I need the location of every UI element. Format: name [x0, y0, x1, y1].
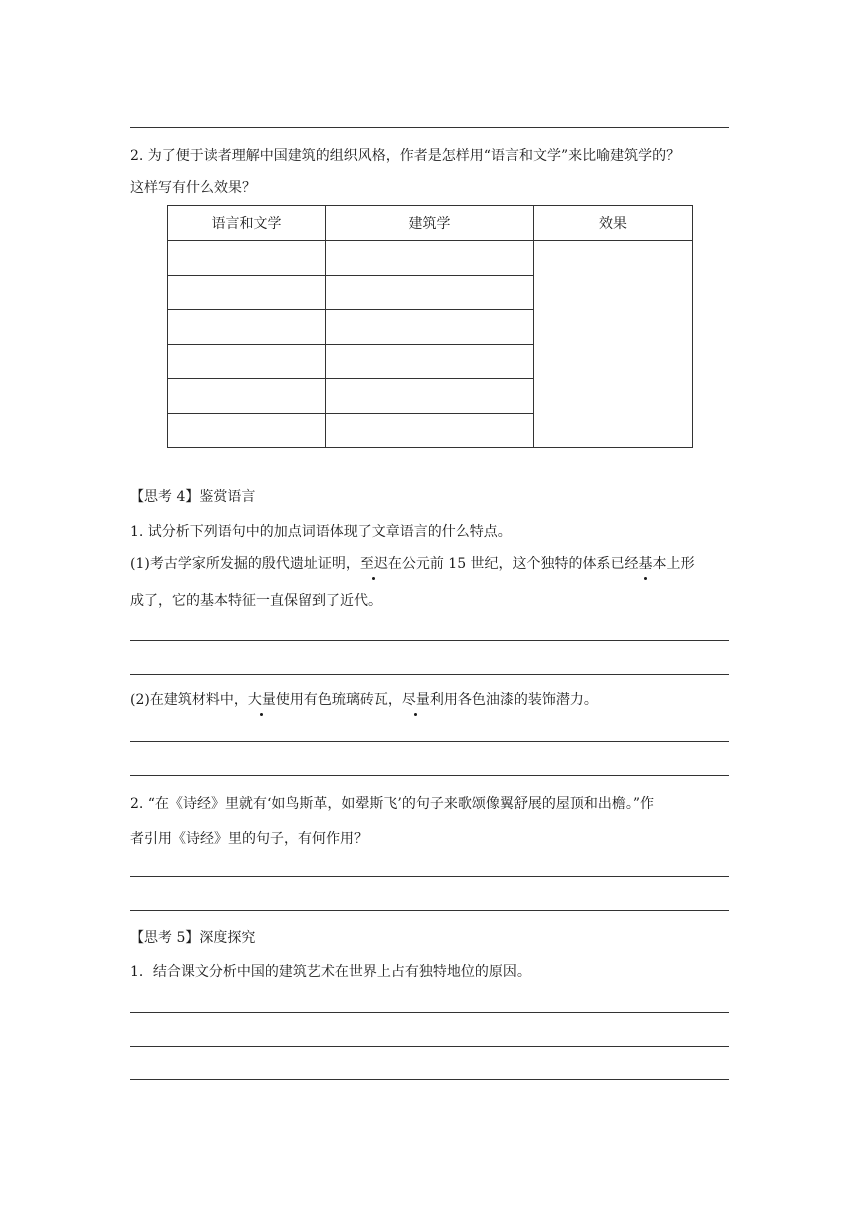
- comparison-table: [167, 205, 693, 448]
- answer-line[interactable]: [130, 775, 729, 776]
- table-cell-architecture[interactable]: [326, 344, 534, 379]
- answer-line[interactable]: [130, 674, 729, 675]
- answer-line[interactable]: [130, 741, 729, 742]
- section-4-question-2-line-2: 者引用《诗经》里的句子，有何作用？: [130, 831, 368, 847]
- answer-line[interactable]: [130, 1046, 729, 1047]
- table-header-row: [168, 206, 693, 241]
- section-4-sub-1-line-1: (1)考古学家所发掘的殷代遗址证明，至迟在公元前 15 世纪，这个独特的体系已经基本上形: [130, 556, 695, 572]
- table-cell-architecture[interactable]: [326, 275, 534, 310]
- table-cell-language[interactable]: [168, 379, 326, 414]
- question-2-line-1: 2. 为了便于读者理解中国建筑的组织风格，作者是怎样用“语言和文学”来比喻建筑学的？: [130, 148, 681, 164]
- table-cell-architecture[interactable]: [326, 310, 534, 345]
- table-row: [168, 241, 693, 276]
- answer-line[interactable]: [130, 1079, 729, 1080]
- table-cell-language[interactable]: [168, 310, 326, 345]
- section-4-sub-1-line-2: 成了，它的基本特征一直保留到了近代。: [130, 593, 382, 609]
- question-2-line-2: 这样写有什么效果？: [130, 180, 256, 196]
- table-cell-effect[interactable]: [534, 241, 693, 448]
- emphasis-word: 至迟: [359, 556, 388, 572]
- header-effect: 效果: [534, 206, 693, 241]
- answer-line[interactable]: [130, 876, 729, 877]
- answer-line[interactable]: [130, 910, 729, 911]
- emphasis-word: 已经基本上: [610, 556, 681, 572]
- table-cell-language[interactable]: [168, 241, 326, 276]
- section-4-sub-2: (2)在建筑材料中，大量使用有色琉璃砖瓦，尽量利用各色油漆的装饰潜力。: [130, 692, 598, 708]
- table-cell-architecture[interactable]: [326, 413, 534, 448]
- answer-line[interactable]: [130, 1012, 729, 1013]
- table-cell-architecture[interactable]: [326, 379, 534, 414]
- table-cell-language[interactable]: [168, 344, 326, 379]
- emphasis-word: 尽量: [401, 692, 430, 708]
- header-language-literature: 语言和文学: [168, 206, 326, 241]
- section-5-heading: 【思考 5】深度探究: [130, 930, 256, 946]
- answer-line[interactable]: [130, 640, 729, 641]
- section-4-question-2-line-1: 2. “在《诗经》里就有‘如鸟斯革，如翚斯飞’的句子来歌颂像翼舒展的屋顶和出檐。”作: [130, 796, 655, 812]
- header-architecture: 建筑学: [326, 206, 534, 241]
- answer-line[interactable]: [130, 127, 729, 128]
- section-4-heading: 【思考 4】鉴赏语言: [130, 489, 256, 505]
- section-5-question-1: 1．结合课文分析中国的建筑艺术在世界上占有独特地位的原因。: [130, 964, 531, 980]
- table-cell-architecture[interactable]: [326, 241, 534, 276]
- table-cell-language[interactable]: [168, 275, 326, 310]
- emphasis-word: 大量: [247, 692, 276, 708]
- section-4-question-1: 1. 试分析下列语句中的加点词语体现了文章语言的什么特点。: [130, 524, 512, 540]
- table-cell-language[interactable]: [168, 413, 326, 448]
